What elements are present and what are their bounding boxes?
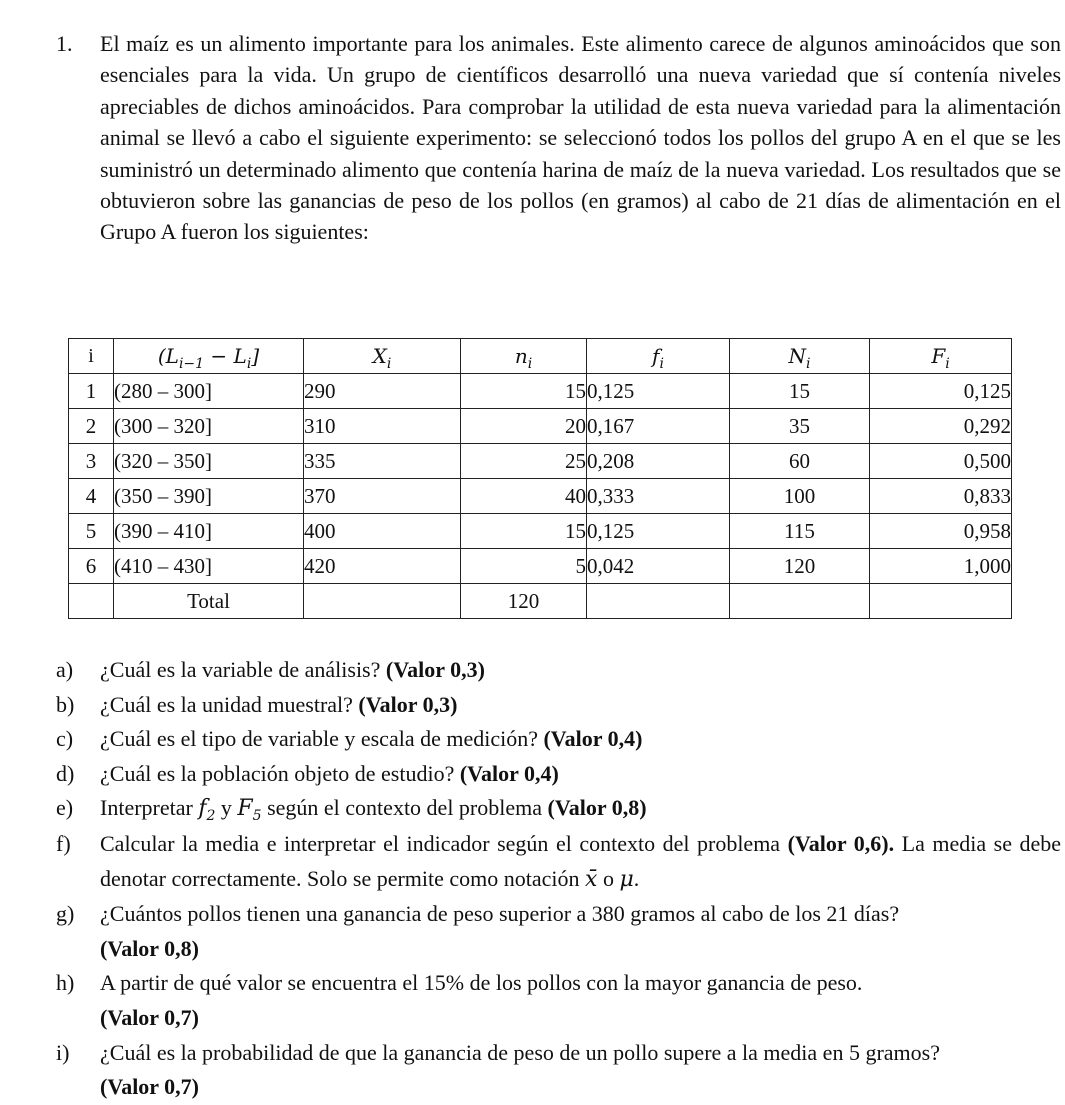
cell-cumulative-absolute: 35 — [730, 409, 870, 444]
table-row — [69, 374, 1012, 409]
frequency-table — [68, 338, 1012, 619]
frequency-table-container — [68, 338, 1011, 619]
cell-absolute-frequency: 15 — [461, 514, 587, 549]
cell-empty — [587, 584, 730, 619]
cell-class-mark: 400 — [304, 514, 461, 549]
cell-cumulative-relative: 0,958 — [870, 514, 1012, 549]
question-a: a) ¿Cuál es la variable de análisis? (Valor 0,3) — [56, 653, 1061, 688]
cell-interval: (390 – 410] — [114, 514, 304, 549]
cell-relative-frequency: 0,125 — [587, 374, 730, 409]
table-total-row — [69, 584, 1012, 619]
question-b: b) ¿Cuál es la unidad muestral? (Valor 0,3) — [56, 688, 1061, 723]
symbol-f2: $f_2$ — [198, 796, 216, 825]
cell-interval: (300 – 320] — [114, 409, 304, 444]
cell-i: 3 — [69, 444, 114, 479]
table-row — [69, 549, 1012, 584]
cell-cumulative-absolute: 115 — [730, 514, 870, 549]
cell-cumulative-absolute: 100 — [730, 479, 870, 514]
question-value: (Valor 0,4) — [459, 760, 559, 786]
cell-cumulative-relative: 0,833 — [870, 479, 1012, 514]
cell-class-mark: 335 — [304, 444, 461, 479]
question-letter: g) — [56, 901, 75, 927]
header-absolute-frequency: $n_i$ — [461, 339, 587, 374]
header-relative-frequency: $f_i$ — [587, 339, 730, 374]
question-letter: e) — [56, 795, 74, 821]
question-h: h) A partir de qué valor se encuentra el 15% de los pollos con la mayor ganancia de peso. (Valor 0,7) — [56, 966, 1061, 1035]
problem-statement — [56, 28, 1061, 248]
cell-empty — [69, 584, 114, 619]
question-letter: f) — [56, 830, 71, 856]
cell-empty — [730, 584, 870, 619]
question-letter: b) — [56, 691, 75, 717]
cell-class-mark: 310 — [304, 409, 461, 444]
cell-cumulative-relative: 1,000 — [870, 549, 1012, 584]
cell-empty — [304, 584, 461, 619]
question-g: g) ¿Cuántos pollos tienen una ganancia de peso superior a 380 gramos al cabo de los 21 días? (Valor 0,8) — [56, 897, 1061, 966]
cell-absolute-frequency: 25 — [461, 444, 587, 479]
question-f: f) Calcular la media e interpretar el indicador según el contexto del problema (Valor 0,6). La media se debe denotar correctamente. Solo se permite como notación x̄ o μ. — [56, 827, 1061, 897]
question-list — [56, 653, 1061, 1105]
cell-cumulative-absolute: 120 — [730, 549, 870, 584]
question-i: i) ¿Cuál es la probabilidad de que la ganancia de peso de un pollo supere a la media en 5 gramos? (Valor 0,7) — [56, 1036, 1061, 1105]
cell-absolute-frequency: 15 — [461, 374, 587, 409]
cell-relative-frequency: 0,042 — [587, 549, 730, 584]
cell-total-label: Total — [114, 584, 304, 619]
question-letter: a) — [56, 657, 74, 682]
cell-cumulative-relative: 0,292 — [870, 409, 1012, 444]
cell-relative-frequency: 0,208 — [587, 444, 730, 479]
cell-cumulative-absolute: 60 — [730, 444, 870, 479]
cell-relative-frequency: 0,167 — [587, 409, 730, 444]
problem-text: El maíz es un alimento importante para los animales. Este alimento carece de algunos aminoácidos que son esenciales para la vida. Un grupo de científicos desarrolló una nueva variedad que sí contenía niveles apreciables de dichos aminoácidos. Para comprobar la utilidad de esta nueva variedad para la alimentación animal se llevó a cabo el siguiente experimento: se seleccionó todos los pollos del grupo A en el que se les suministró un determinado alimento que contenía harina de maíz de la nueva variedad. Los resultados que se obtuvieron sobre las ganancias de peso de los pollos (en gramos) al cabo de 21 días de alimentación en el Grupo A fueron los siguientes: — [100, 31, 1061, 245]
header-class-mark: $X_i$ — [304, 339, 461, 374]
table-header-row — [69, 339, 1012, 374]
cell-absolute-frequency: 20 — [461, 409, 587, 444]
cell-interval: (410 – 430] — [114, 549, 304, 584]
header-cumulative-relative: $F_i$ — [870, 339, 1012, 374]
symbol-mu: μ — [619, 866, 634, 892]
table-row — [69, 479, 1012, 514]
header-interval: $(L_{i-1} - L_i]$ — [114, 339, 304, 374]
question-d: d) ¿Cuál es la población objeto de estudio? (Valor 0,4) — [56, 757, 1061, 792]
cell-i: 5 — [69, 514, 114, 549]
cell-relative-frequency: 0,333 — [587, 479, 730, 514]
cell-i: 2 — [69, 409, 114, 444]
question-c: c) ¿Cuál es el tipo de variable y escala de medición? (Valor 0,4) — [56, 722, 1061, 757]
symbol-xbar: x̄ — [585, 866, 598, 892]
question-letter: i) — [56, 1039, 70, 1065]
question-value: (Valor 0,3) — [358, 691, 458, 717]
cell-total-n: 120 — [461, 584, 587, 619]
cell-interval: (350 – 390] — [114, 479, 304, 514]
question-value: (Valor 0,7) — [100, 1074, 199, 1100]
header-cumulative-absolute: $N_i$ — [730, 339, 870, 374]
table-row — [69, 444, 1012, 479]
cell-interval: (320 – 350] — [114, 444, 304, 479]
cell-cumulative-relative: 0,500 — [870, 444, 1012, 479]
problem-number: 1. — [56, 31, 73, 56]
question-letter: d) — [56, 760, 75, 786]
cell-interval: (280 – 300] — [114, 374, 304, 409]
cell-class-mark: 420 — [304, 549, 461, 584]
question-value: (Valor 0,4) — [543, 726, 643, 752]
question-value: (Valor 0,8) — [100, 935, 199, 961]
symbol-F5: $F_5$ — [237, 796, 262, 825]
question-letter: c) — [56, 726, 74, 752]
question-letter: h) — [56, 970, 75, 996]
cell-relative-frequency: 0,125 — [587, 514, 730, 549]
question-value: (Valor 0,8) — [547, 795, 647, 821]
table-row — [69, 409, 1012, 444]
cell-i: 1 — [69, 374, 114, 409]
cell-class-mark: 370 — [304, 479, 461, 514]
header-i: i — [69, 339, 114, 374]
cell-absolute-frequency: 40 — [461, 479, 587, 514]
question-e: e) Interpretar $f_2$ y $F_5$ según el contexto del problema (Valor 0,8) — [56, 791, 1061, 827]
cell-i: 6 — [69, 549, 114, 584]
cell-cumulative-absolute: 15 — [730, 374, 870, 409]
table-row — [69, 514, 1012, 549]
question-value: (Valor 0,7) — [100, 1004, 199, 1030]
question-value: (Valor 0,6). — [787, 830, 895, 856]
cell-cumulative-relative: 0,125 — [870, 374, 1012, 409]
cell-empty — [870, 584, 1012, 619]
cell-i: 4 — [69, 479, 114, 514]
question-value: (Valor 0,3) — [385, 657, 485, 682]
cell-class-mark: 290 — [304, 374, 461, 409]
cell-absolute-frequency: 5 — [461, 549, 587, 584]
